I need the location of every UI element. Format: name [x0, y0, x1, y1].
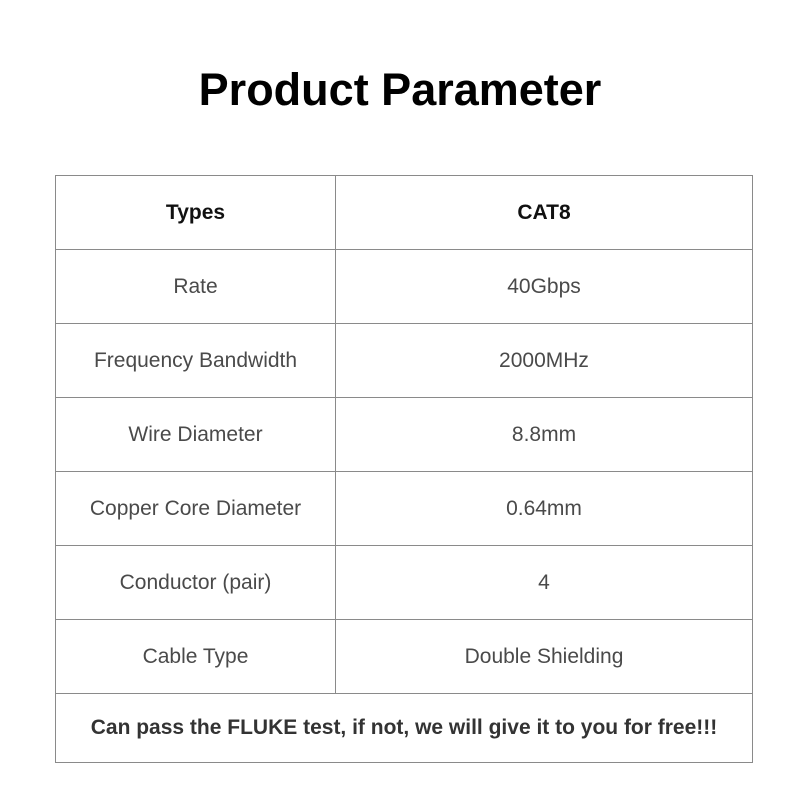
- row-label-cell: Frequency Bandwidth: [56, 324, 336, 398]
- table-row: [56, 324, 753, 398]
- row-value-cell: Double Shielding: [336, 620, 753, 694]
- header-label-cell: Types: [56, 176, 336, 250]
- row-value-cell: 2000MHz: [336, 324, 753, 398]
- table-row: [56, 546, 753, 620]
- table-footer-row: [56, 694, 753, 763]
- row-value-cell: 8.8mm: [336, 398, 753, 472]
- page-title: Product Parameter: [198, 64, 602, 115]
- table-row: [56, 620, 753, 694]
- header-value-cell: CAT8: [336, 176, 753, 250]
- row-label-cell: Cable Type: [56, 620, 336, 694]
- table-header-row: [56, 176, 753, 250]
- row-value-cell: 40Gbps: [336, 250, 753, 324]
- table-row: [56, 398, 753, 472]
- row-label-cell: Rate: [56, 250, 336, 324]
- row-value-cell: 0.64mm: [336, 472, 753, 546]
- row-value-cell: 4: [336, 546, 753, 620]
- row-label-cell: Copper Core Diameter: [56, 472, 336, 546]
- guarantee-note: Can pass the FLUKE test, if not, we will give it to you for free!!!: [56, 694, 753, 763]
- table-row: [56, 250, 753, 324]
- table-row: [56, 472, 753, 546]
- row-label-cell: Wire Diameter: [56, 398, 336, 472]
- parameter-table: [55, 175, 753, 763]
- row-label-cell: Conductor (pair): [56, 546, 336, 620]
